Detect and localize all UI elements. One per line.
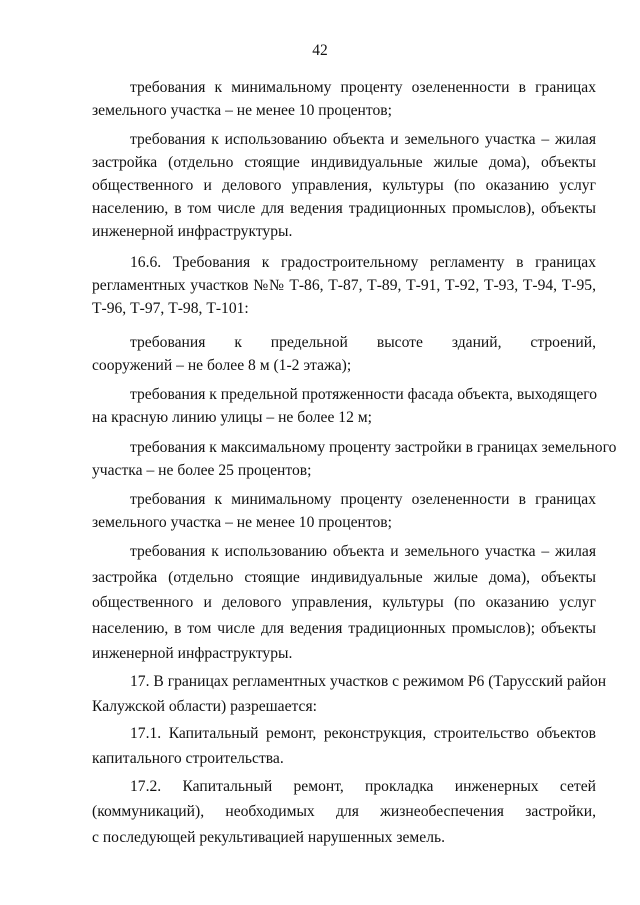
- text-line: с последующей рекультивацией нарушенных земель.: [92, 829, 446, 846]
- text-line: земельного участка – не менее 10 процентов;: [92, 102, 392, 119]
- text-line: требования к минимальному проценту озелененности в границах: [130, 79, 596, 96]
- text-line: населению, в том числе для ведения традиционных промыслов); объекты: [92, 620, 596, 637]
- text-line: капитального строительства.: [92, 750, 284, 767]
- page-number: 42: [312, 42, 328, 59]
- text-line: застройка (отдельно стоящие индивидуальные жилые дома), объекты: [92, 569, 596, 586]
- text-line: инженерной инфраструктуры.: [92, 645, 293, 662]
- text-line: (коммуникаций), необходимых для жизнеобеспечения застройки,: [92, 803, 596, 820]
- text-line: 17.2. Капитальный ремонт, прокладка инженерных сетей: [130, 778, 596, 795]
- text-line: застройка (отдельно стоящие индивидуальные жилые дома), объекты: [92, 154, 596, 171]
- text-line: участка – не более 25 процентов;: [92, 462, 312, 479]
- text-line: требования к максимальному проценту застройки в границах земельного: [130, 439, 617, 456]
- text-line: требования к предельной высоте зданий, строений,: [130, 334, 596, 351]
- text-line: требования к предельной протяженности фасада объекта, выходящего: [130, 386, 598, 403]
- text-line: инженерной инфраструктуры.: [92, 223, 293, 240]
- text-line: сооружений – не более 8 м (1-2 этажа);: [92, 357, 352, 374]
- text-line: 17.1. Капитальный ремонт, реконструкция, строительство объектов: [130, 725, 596, 742]
- text-line: регламентных участков №№ Т-86, Т-87, Т-89, Т-91, Т-92, Т-93, Т-94, Т-95,: [92, 277, 596, 294]
- text-line: требования к минимальному проценту озелененности в границах: [130, 491, 596, 508]
- text-line: населению, в том числе для ведения традиционных промыслов), объекты: [92, 200, 596, 217]
- text-line: Т-96, Т-97, Т-98, Т-101:: [92, 300, 249, 317]
- text-line: 17. В границах регламентных участков с режимом Р6 (Тарусский район: [130, 673, 607, 690]
- text-line: требования к использованию объекта и земельного участка – жилая: [130, 543, 596, 560]
- text-line: 16.6. Требования к градостроительному регламенту в границах: [130, 254, 596, 271]
- text-line: требования к использованию объекта и земельного участка – жилая: [130, 131, 596, 148]
- text-line: на красную линию улицы – не более 12 м;: [92, 409, 372, 426]
- text-line: общественного и делового управления, культуры (по оказанию услуг: [92, 594, 596, 611]
- text-line: общественного и делового управления, культуры (по оказанию услуг: [92, 177, 596, 194]
- text-line: Калужской области) разрешается:: [92, 698, 317, 715]
- text-line: земельного участка – не менее 10 процентов;: [92, 514, 392, 531]
